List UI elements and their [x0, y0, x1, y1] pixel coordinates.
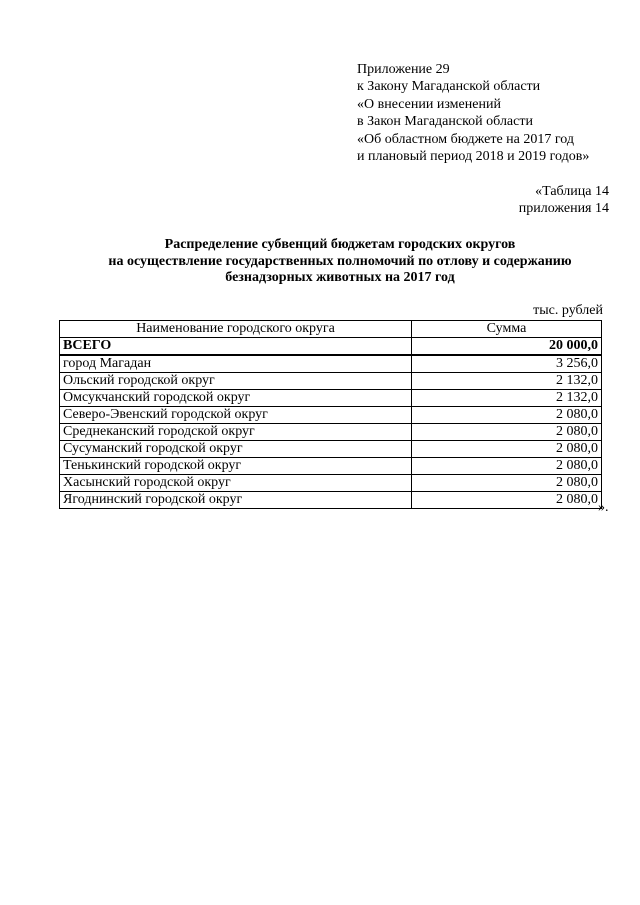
district-name: Хасынский городской округ: [60, 475, 412, 492]
table-reference-line: приложения 14: [518, 201, 609, 217]
table-row: [60, 355, 602, 373]
table-row: [60, 492, 602, 509]
district-sum: 2 132,0: [412, 390, 602, 407]
column-header-sum: Сумма: [412, 321, 602, 338]
district-name: Северо-Эвенский городской округ: [60, 407, 412, 424]
table-header-row: [60, 321, 602, 338]
appendix-note: [357, 61, 589, 165]
district-name: Среднеканский городской округ: [60, 424, 412, 441]
district-sum: 2 080,0: [412, 458, 602, 475]
district-sum: 2 080,0: [412, 441, 602, 458]
district-name: город Магадан: [60, 355, 412, 373]
unit-label: тыс. рублей: [533, 303, 603, 318]
district-sum: 2 132,0: [412, 373, 602, 390]
appendix-line: «О внесении изменений: [357, 96, 501, 112]
district-sum: 3 256,0: [412, 355, 602, 373]
table-reference-line: «Таблица 14: [535, 184, 609, 199]
district-sum: 2 080,0: [412, 407, 602, 424]
total-sum: 20 000,0: [412, 338, 602, 356]
appendix-line: «Об областном бюджете на 2017 год: [357, 131, 574, 147]
total-row: [60, 338, 602, 356]
district-name: Омсукчанский городской округ: [60, 390, 412, 407]
title-line: Распределение субвенций бюджетам городских округов: [164, 237, 516, 252]
district-sum: 2 080,0: [412, 424, 602, 441]
district-sum: 2 080,0: [412, 475, 602, 492]
appendix-line: в Закон Магаданской области: [357, 114, 533, 130]
district-name: Сусуманский городской округ: [60, 441, 412, 458]
table-row: [60, 441, 602, 458]
district-name: Ягоднинский городской округ: [60, 492, 412, 509]
appendix-line: и плановый период 2018 и 2019 годов»: [357, 149, 590, 165]
table-reference: [519, 183, 609, 218]
appendix-line: Приложение 29: [357, 62, 450, 77]
table-row: [60, 475, 602, 492]
table-row: [60, 390, 602, 407]
table-row: [60, 373, 602, 390]
district-name: Ольский городской округ: [60, 373, 412, 390]
title-line: на осуществление государственных полномочий по отлову и содержанию: [108, 253, 572, 269]
closing-quote-mark: ».: [598, 500, 609, 515]
total-label: ВСЕГО: [60, 338, 412, 356]
district-sum: 2 080,0: [412, 492, 602, 509]
table-row: [60, 424, 602, 441]
column-header-name: Наименование городского округа: [60, 321, 412, 338]
district-name: Тенькинский городской округ: [60, 458, 412, 475]
table-row: [60, 407, 602, 424]
distribution-table: [59, 320, 602, 509]
title-line: безнадзорных животных на 2017 год: [225, 270, 455, 286]
table-row: [60, 458, 602, 475]
document-title: [60, 237, 620, 287]
appendix-line: к Закону Магаданской области: [357, 79, 541, 95]
